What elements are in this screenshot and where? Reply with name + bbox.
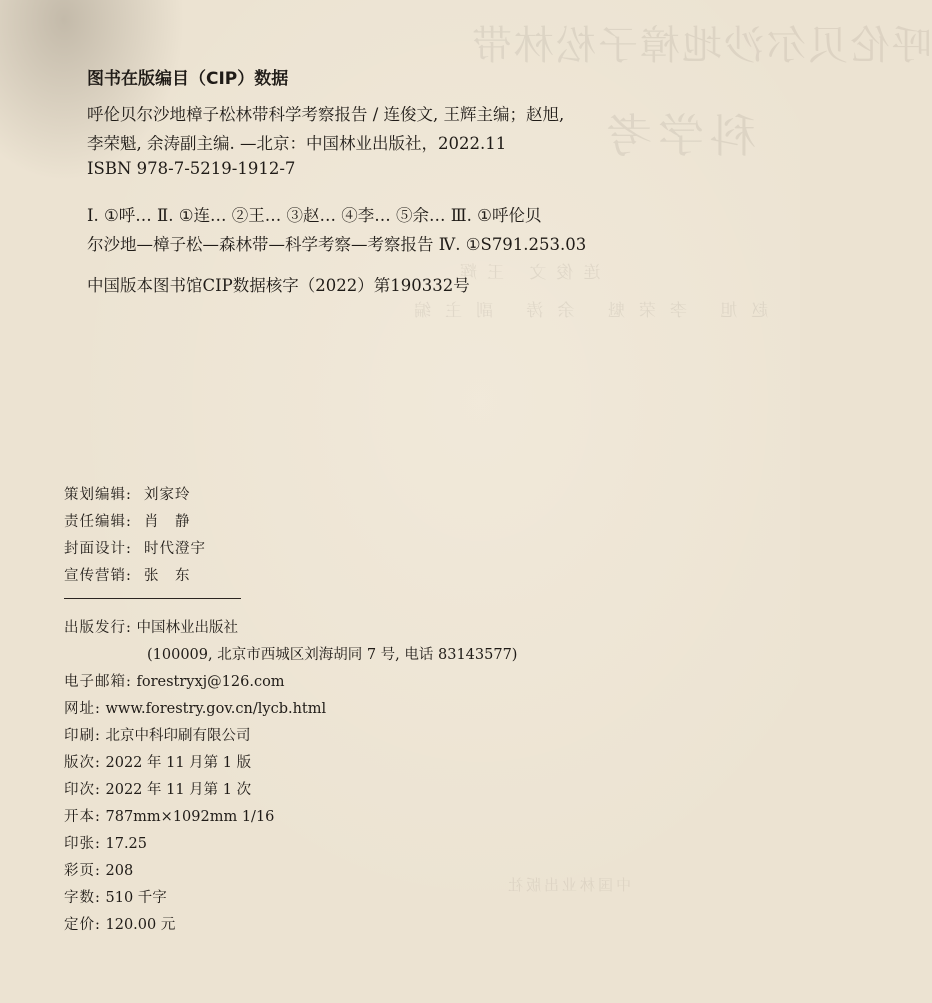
price-line (64, 913, 175, 934)
staff-label: 策划编辑: (64, 487, 132, 503)
website-line (64, 697, 326, 718)
website-label: 网址: (64, 701, 101, 717)
word-count-value: 510 千字 (105, 890, 167, 906)
price-label: 定价: (64, 917, 101, 933)
sheets-label: 印张: (64, 836, 101, 852)
email-line (64, 670, 285, 691)
impression-value: 2022 年 11 月第 1 次 (105, 782, 252, 798)
sheets-line (64, 832, 147, 853)
publisher-value: 中国林业出版社 (136, 620, 238, 636)
format-label: 开本: (64, 809, 101, 825)
staff-planning-editor (64, 483, 191, 504)
sheets-value: 17.25 (105, 836, 148, 852)
impression-label: 印次: (64, 782, 101, 798)
color-pages-value: 208 (105, 863, 134, 879)
printer-line (64, 724, 251, 745)
staff-label: 责任编辑: (64, 514, 132, 530)
publisher-line (64, 616, 238, 637)
classification-line: 尔沙地—樟子松—森林带—科学考察—考察报告 Ⅳ. ①S791.253.03 (87, 235, 587, 254)
staff-marketing (64, 564, 191, 585)
color-pages-label: 彩页: (64, 863, 101, 879)
word-count-label: 字数: (64, 890, 101, 906)
color-pages-line (64, 859, 133, 880)
cip-description-line: 呼伦贝尔沙地樟子松林带科学考察报告 / 连俊文, 王辉主编；赵旭, (87, 105, 565, 124)
printer-value: 北京中科印刷有限公司 (105, 728, 251, 744)
staff-value: 肖 静 (144, 514, 191, 530)
divider-rule (64, 598, 241, 599)
isbn: ISBN 978-7-5219-1912-7 (87, 159, 296, 178)
printer-label: 印刷: (64, 728, 101, 744)
cip-number: 中国版本图书馆CIP数据核字（2022）第190332号 (87, 276, 470, 295)
email-label: 电子邮箱: (64, 674, 132, 690)
classification-line: Ⅰ. ①呼… Ⅱ. ①连… ②王… ③赵… ④李… ⑤余… Ⅲ. ①呼伦贝 (87, 206, 542, 225)
staff-value: 刘家玲 (144, 487, 191, 503)
cip-description-line: 李荣魁, 余涛副主编. —北京：中国林业出版社，2022.11 (87, 134, 507, 153)
format-value: 787mm×1092mm 1/16 (105, 809, 275, 825)
staff-value: 张 东 (144, 568, 191, 584)
edition-label: 版次: (64, 755, 101, 771)
edition-value: 2022 年 11 月第 1 版 (105, 755, 252, 771)
cip-heading: 图书在版编目（CIP）数据 (87, 69, 289, 89)
staff-label: 宣传营销: (64, 568, 132, 584)
price-value: 120.00 元 (105, 917, 176, 933)
website-value: www.forestry.gov.cn/lycb.html (105, 701, 327, 717)
staff-responsible-editor (64, 510, 191, 531)
email-value: forestryxj@126.com (136, 674, 285, 690)
edition-line (64, 751, 251, 772)
staff-value: 时代澄宇 (144, 541, 206, 557)
impression-line (64, 778, 251, 799)
staff-cover-design (64, 537, 206, 558)
publisher-address: (100009, 北京市西城区刘海胡同 7 号, 电话 83143577) (147, 647, 518, 663)
word-count-line (64, 886, 167, 907)
staff-label: 封面设计: (64, 541, 132, 557)
publisher-label: 出版发行: (64, 620, 132, 636)
format-line (64, 805, 274, 826)
